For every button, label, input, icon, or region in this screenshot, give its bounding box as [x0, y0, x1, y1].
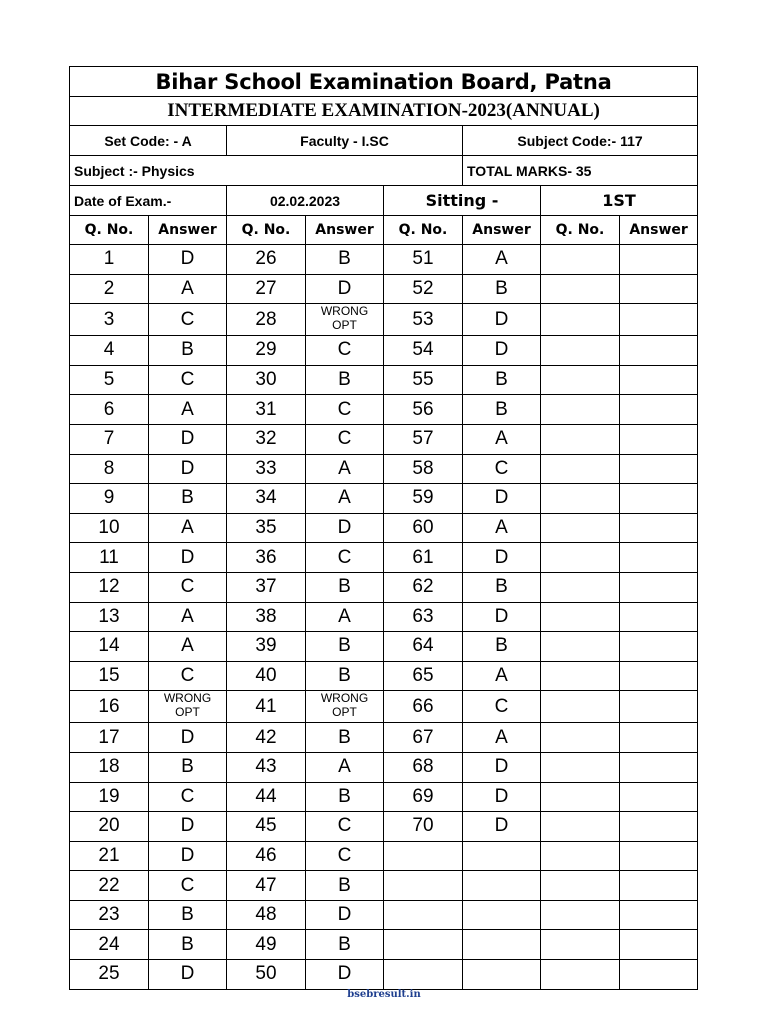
table-row — [70, 513, 698, 543]
question-number — [541, 691, 620, 723]
answer-cell: D — [149, 841, 227, 871]
question-number: 30 — [227, 365, 306, 395]
answer-cell — [620, 841, 698, 871]
question-number: 13 — [70, 602, 149, 632]
answer-cell: A — [306, 752, 384, 782]
answer-cell — [620, 812, 698, 842]
answer-cell — [620, 424, 698, 454]
answer-cell: C — [149, 782, 227, 812]
question-number: 6 — [70, 395, 149, 425]
wrong-option-note: WRONG OPT — [320, 304, 369, 333]
answer-cell — [463, 841, 541, 871]
answer-cell — [620, 632, 698, 662]
answer-cell: D — [463, 782, 541, 812]
table-row — [70, 900, 698, 930]
table-row — [70, 960, 698, 990]
question-number: 37 — [227, 572, 306, 602]
question-number: 59 — [384, 484, 463, 514]
date-label: Date of Exam.- — [70, 186, 227, 216]
question-number — [541, 304, 620, 336]
question-number: 53 — [384, 304, 463, 336]
column-header-row — [70, 216, 698, 245]
answer-cell — [620, 723, 698, 753]
question-number — [541, 960, 620, 990]
question-number: 41 — [227, 691, 306, 723]
question-number: 33 — [227, 454, 306, 484]
answer-cell: D — [463, 602, 541, 632]
answer-cell: B — [463, 365, 541, 395]
question-number: 46 — [227, 841, 306, 871]
question-number: 19 — [70, 782, 149, 812]
answer-cell: B — [306, 572, 384, 602]
question-number: 24 — [70, 930, 149, 960]
table-row — [70, 752, 698, 782]
answer-cell: C — [149, 661, 227, 691]
question-number — [541, 572, 620, 602]
question-number: 32 — [227, 424, 306, 454]
question-number — [541, 454, 620, 484]
answer-cell: B — [306, 245, 384, 275]
answer-cell: D — [306, 513, 384, 543]
answer-cell — [620, 245, 698, 275]
answer-cell: A — [463, 424, 541, 454]
table-row — [70, 395, 698, 425]
question-number: 21 — [70, 841, 149, 871]
answer-cell — [463, 871, 541, 901]
exam-title: INTERMEDIATE EXAMINATION-2023(ANNUAL) — [70, 97, 698, 126]
answer-cell: C — [149, 572, 227, 602]
question-number: 48 — [227, 900, 306, 930]
question-number — [541, 871, 620, 901]
answer-cell: A — [149, 395, 227, 425]
question-number: 31 — [227, 395, 306, 425]
question-number: 39 — [227, 632, 306, 662]
date-value: 02.02.2023 — [227, 186, 384, 216]
question-number: 20 — [70, 812, 149, 842]
answer-cell: B — [149, 484, 227, 514]
answer-cell: D — [463, 304, 541, 336]
question-number — [541, 723, 620, 753]
answer-cell: A — [149, 602, 227, 632]
answer-cell — [620, 513, 698, 543]
question-number: 57 — [384, 424, 463, 454]
answer-cell: A — [149, 632, 227, 662]
answer-cell: A — [306, 602, 384, 632]
table-row — [70, 930, 698, 960]
question-number — [541, 336, 620, 366]
answer-cell — [306, 304, 384, 336]
question-number — [541, 365, 620, 395]
answer-cell: B — [306, 871, 384, 901]
answer-cell: B — [149, 900, 227, 930]
answer-cell: B — [463, 632, 541, 662]
question-number: 2 — [70, 274, 149, 304]
question-number: 50 — [227, 960, 306, 990]
answer-cell: B — [463, 274, 541, 304]
sitting-label: Sitting - — [384, 186, 541, 216]
answer-cell — [620, 395, 698, 425]
answer-cell: B — [463, 572, 541, 602]
answer-cell: A — [306, 454, 384, 484]
answer-cell: B — [306, 632, 384, 662]
board-title: Bihar School Examination Board, Patna — [70, 67, 698, 97]
answer-cell: A — [463, 513, 541, 543]
question-number — [541, 841, 620, 871]
column-header: Q. No. — [227, 216, 306, 245]
column-header: Answer — [149, 216, 227, 245]
answer-cell: D — [463, 812, 541, 842]
question-number: 66 — [384, 691, 463, 723]
table-row — [70, 274, 698, 304]
question-number — [384, 930, 463, 960]
answer-cell: A — [149, 274, 227, 304]
answer-cell — [620, 484, 698, 514]
answer-cell — [620, 304, 698, 336]
column-header: Q. No. — [384, 216, 463, 245]
answer-cell: D — [149, 960, 227, 990]
question-number — [541, 395, 620, 425]
question-number: 43 — [227, 752, 306, 782]
answer-cell: D — [149, 424, 227, 454]
question-number: 25 — [70, 960, 149, 990]
answer-cell — [620, 365, 698, 395]
table-row — [70, 871, 698, 901]
answer-cell: A — [149, 513, 227, 543]
answer-cell — [620, 782, 698, 812]
answer-cell — [620, 752, 698, 782]
question-number: 62 — [384, 572, 463, 602]
answer-cell: D — [463, 336, 541, 366]
answer-cell — [620, 661, 698, 691]
answer-cell: C — [463, 691, 541, 723]
question-number: 52 — [384, 274, 463, 304]
answer-cell: A — [463, 723, 541, 753]
question-number: 60 — [384, 513, 463, 543]
answer-cell — [620, 572, 698, 602]
question-number: 49 — [227, 930, 306, 960]
question-number: 18 — [70, 752, 149, 782]
answer-cell: B — [306, 930, 384, 960]
question-number — [541, 661, 620, 691]
answer-cell — [620, 900, 698, 930]
answer-cell: B — [149, 336, 227, 366]
answer-cell: B — [463, 395, 541, 425]
question-number — [541, 632, 620, 662]
column-header: Answer — [306, 216, 384, 245]
table-row — [70, 424, 698, 454]
answer-cell: D — [463, 543, 541, 573]
table-row — [70, 661, 698, 691]
column-header: Answer — [620, 216, 698, 245]
table-row — [70, 365, 698, 395]
answer-cell — [620, 336, 698, 366]
answer-cell: A — [306, 484, 384, 514]
answer-cell — [620, 274, 698, 304]
question-number — [541, 602, 620, 632]
answer-cell: B — [306, 661, 384, 691]
question-number: 69 — [384, 782, 463, 812]
question-number: 34 — [227, 484, 306, 514]
question-number: 7 — [70, 424, 149, 454]
question-number: 3 — [70, 304, 149, 336]
answer-cell: C — [149, 304, 227, 336]
question-number: 9 — [70, 484, 149, 514]
answer-cell: B — [149, 930, 227, 960]
answer-cell: D — [149, 723, 227, 753]
question-number: 51 — [384, 245, 463, 275]
question-number — [541, 812, 620, 842]
answer-cell — [463, 930, 541, 960]
question-number — [541, 930, 620, 960]
question-number: 16 — [70, 691, 149, 723]
table-row — [70, 841, 698, 871]
table-row — [70, 336, 698, 366]
question-number: 15 — [70, 661, 149, 691]
question-number — [541, 424, 620, 454]
question-number: 28 — [227, 304, 306, 336]
table-row — [70, 543, 698, 573]
question-number — [541, 484, 620, 514]
question-number: 23 — [70, 900, 149, 930]
set-code: Set Code: - A — [70, 126, 227, 156]
answer-cell: C — [149, 365, 227, 395]
subject-code: Subject Code:- 117 — [463, 126, 698, 156]
column-header: Q. No. — [541, 216, 620, 245]
answer-cell — [620, 602, 698, 632]
column-header: Q. No. — [70, 216, 149, 245]
question-number — [541, 245, 620, 275]
question-number: 61 — [384, 543, 463, 573]
question-number — [384, 900, 463, 930]
question-number: 64 — [384, 632, 463, 662]
answer-cell: B — [306, 723, 384, 753]
table-row — [70, 723, 698, 753]
question-number — [541, 513, 620, 543]
question-number: 45 — [227, 812, 306, 842]
answer-cell: D — [149, 812, 227, 842]
question-number — [541, 543, 620, 573]
question-number: 4 — [70, 336, 149, 366]
question-number: 58 — [384, 454, 463, 484]
question-number: 22 — [70, 871, 149, 901]
question-number: 65 — [384, 661, 463, 691]
answer-cell: C — [306, 395, 384, 425]
question-number: 11 — [70, 543, 149, 573]
question-number: 14 — [70, 632, 149, 662]
question-number: 42 — [227, 723, 306, 753]
answer-cell — [149, 691, 227, 723]
answer-cell — [620, 543, 698, 573]
answer-key-table — [69, 66, 698, 990]
answer-cell: A — [463, 245, 541, 275]
question-number: 12 — [70, 572, 149, 602]
answer-cell — [306, 691, 384, 723]
question-number: 70 — [384, 812, 463, 842]
question-number: 36 — [227, 543, 306, 573]
answer-cell: C — [306, 841, 384, 871]
answer-cell — [620, 454, 698, 484]
answer-cell: C — [306, 543, 384, 573]
question-number: 55 — [384, 365, 463, 395]
question-number: 27 — [227, 274, 306, 304]
question-number: 68 — [384, 752, 463, 782]
question-number — [384, 960, 463, 990]
answer-cell: D — [306, 274, 384, 304]
faculty: Faculty - I.SC — [227, 126, 463, 156]
question-number: 17 — [70, 723, 149, 753]
question-number — [541, 274, 620, 304]
question-number — [541, 752, 620, 782]
answer-cell: A — [463, 661, 541, 691]
question-number: 54 — [384, 336, 463, 366]
answer-cell: C — [306, 424, 384, 454]
answer-cell: C — [306, 336, 384, 366]
answer-cell: B — [149, 752, 227, 782]
answer-cell — [620, 960, 698, 990]
question-number — [384, 871, 463, 901]
table-row — [70, 782, 698, 812]
question-number: 67 — [384, 723, 463, 753]
total-marks: TOTAL MARKS- 35 — [463, 156, 698, 186]
subject: Subject :- Physics — [70, 156, 463, 186]
question-number: 26 — [227, 245, 306, 275]
table-row — [70, 304, 698, 336]
answer-cell: D — [463, 752, 541, 782]
question-number: 1 — [70, 245, 149, 275]
question-number — [384, 841, 463, 871]
question-number: 35 — [227, 513, 306, 543]
sitting-value: 1ST — [541, 186, 698, 216]
question-number — [541, 900, 620, 930]
question-number — [541, 782, 620, 812]
table-row — [70, 812, 698, 842]
question-number: 29 — [227, 336, 306, 366]
answer-cell — [463, 900, 541, 930]
column-header: Answer — [463, 216, 541, 245]
question-number: 63 — [384, 602, 463, 632]
answer-cell — [620, 930, 698, 960]
answer-cell — [620, 691, 698, 723]
question-number: 5 — [70, 365, 149, 395]
answer-cell: D — [149, 543, 227, 573]
question-number: 10 — [70, 513, 149, 543]
table-row — [70, 602, 698, 632]
wrong-option-note: WRONG OPT — [320, 691, 369, 720]
answer-cell: D — [306, 900, 384, 930]
question-number: 8 — [70, 454, 149, 484]
table-row — [70, 632, 698, 662]
question-number: 47 — [227, 871, 306, 901]
answer-cell: D — [149, 245, 227, 275]
table-row — [70, 484, 698, 514]
answer-cell: D — [463, 484, 541, 514]
answer-cell: B — [306, 365, 384, 395]
wrong-option-note: WRONG OPT — [163, 691, 212, 720]
table-row — [70, 572, 698, 602]
answer-cell: D — [149, 454, 227, 484]
question-number: 56 — [384, 395, 463, 425]
table-row — [70, 691, 698, 723]
answer-cell: D — [306, 960, 384, 990]
answer-cell — [620, 871, 698, 901]
answer-cell — [463, 960, 541, 990]
answer-cell: B — [306, 782, 384, 812]
question-number: 38 — [227, 602, 306, 632]
table-row — [70, 454, 698, 484]
answer-cell: C — [306, 812, 384, 842]
question-number: 40 — [227, 661, 306, 691]
answer-cell: C — [149, 871, 227, 901]
question-number: 44 — [227, 782, 306, 812]
footer-site: bsebresult.in — [347, 989, 421, 1000]
answer-cell: C — [463, 454, 541, 484]
table-row — [70, 245, 698, 275]
